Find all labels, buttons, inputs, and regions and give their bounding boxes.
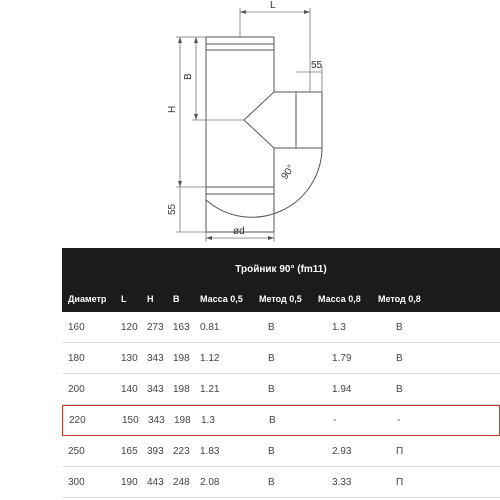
cell-method-05: B: [268, 476, 275, 488]
cell-diameter: 220: [69, 415, 86, 426]
table-body: [62, 312, 500, 498]
col-h: H: [147, 294, 154, 304]
cell-mass-08: 3.33: [332, 476, 352, 488]
cell-h: 343: [148, 415, 165, 426]
cell-mass-05: 2.08: [200, 476, 220, 488]
cell-h: 343: [147, 383, 164, 395]
col-method-05: Метод 0,5: [259, 294, 302, 304]
cell-mass-05: 1.12: [200, 352, 220, 364]
weld-seam: [244, 92, 274, 148]
col-diameter: Диаметр: [68, 294, 107, 304]
cell-mass-05: 1.83: [200, 445, 220, 457]
cell-method-08: B: [396, 352, 403, 364]
cell-diameter: 200: [68, 383, 85, 395]
cell-mass-05: 1.21: [200, 383, 220, 395]
cell-method-05: B: [268, 321, 275, 333]
cell-b: 198: [173, 383, 190, 395]
cell-method-08: B: [396, 383, 403, 395]
cell-b: 163: [173, 321, 190, 333]
col-mass-05: Масса 0,5: [200, 294, 243, 304]
dim-55-bottom-label: 55: [167, 203, 178, 215]
dim-b-label: B: [183, 73, 194, 80]
dim-55-top-label: 55: [311, 60, 323, 71]
cell-l: 120: [121, 321, 138, 333]
table-row: [62, 467, 500, 498]
cell-l: 130: [121, 352, 138, 364]
table-header: [62, 286, 500, 312]
dim-d-label: ød: [233, 226, 245, 237]
cell-diameter: 250: [68, 445, 85, 457]
table-row: [62, 312, 500, 343]
cell-mass-05: 0.81: [200, 321, 220, 333]
cell-mass-08: 2.93: [332, 445, 352, 457]
col-mass-08: Масса 0,8: [318, 294, 361, 304]
cell-l: 165: [121, 445, 138, 457]
cell-mass-05: 1.3: [201, 415, 215, 426]
cell-diameter: 160: [68, 321, 85, 333]
cell-b: 248: [173, 476, 190, 488]
cell-mass-08: 1.79: [332, 352, 352, 364]
cell-method-08: П: [396, 476, 404, 488]
cell-b: 223: [173, 445, 190, 457]
dim-angle-label: 90°: [279, 163, 298, 182]
table-row: [62, 374, 500, 405]
cell-method-08: -: [397, 415, 401, 426]
table-row-highlighted: [62, 405, 500, 436]
cell-method-05: B: [268, 383, 275, 395]
angle-arc: [206, 148, 322, 217]
cell-method-05: B: [268, 445, 275, 457]
dim-l-label: L: [270, 0, 276, 11]
table-row: [62, 343, 500, 374]
cell-mass-08: -: [333, 415, 337, 426]
cell-h: 343: [147, 352, 164, 364]
cell-h: 443: [147, 476, 164, 488]
cell-method-05: B: [268, 352, 275, 364]
cell-mass-08: 1.94: [332, 383, 352, 395]
spec-table: [62, 248, 500, 500]
dim-h-label: H: [167, 105, 178, 113]
cell-mass-08: 1.3: [332, 321, 346, 333]
cell-method-08: B: [396, 321, 403, 333]
cell-l: 150: [122, 415, 139, 426]
cell-b: 198: [174, 415, 191, 426]
cell-diameter: 180: [68, 352, 85, 364]
cell-method-08: П: [396, 445, 404, 457]
table-row: [62, 436, 500, 467]
col-method-08: Метод 0,8: [378, 294, 421, 304]
table-title: Тройник 90° (fm11): [62, 248, 500, 286]
tee-technical-drawing: [0, 0, 500, 248]
cell-h: 393: [147, 445, 164, 457]
cell-h: 273: [147, 321, 164, 333]
col-l: L: [121, 294, 127, 304]
cell-l: 190: [121, 476, 138, 488]
cell-diameter: 300: [68, 476, 85, 488]
cell-method-05: B: [269, 415, 276, 426]
cell-b: 198: [173, 352, 190, 364]
col-b: B: [173, 294, 180, 304]
cell-l: 140: [121, 383, 138, 395]
